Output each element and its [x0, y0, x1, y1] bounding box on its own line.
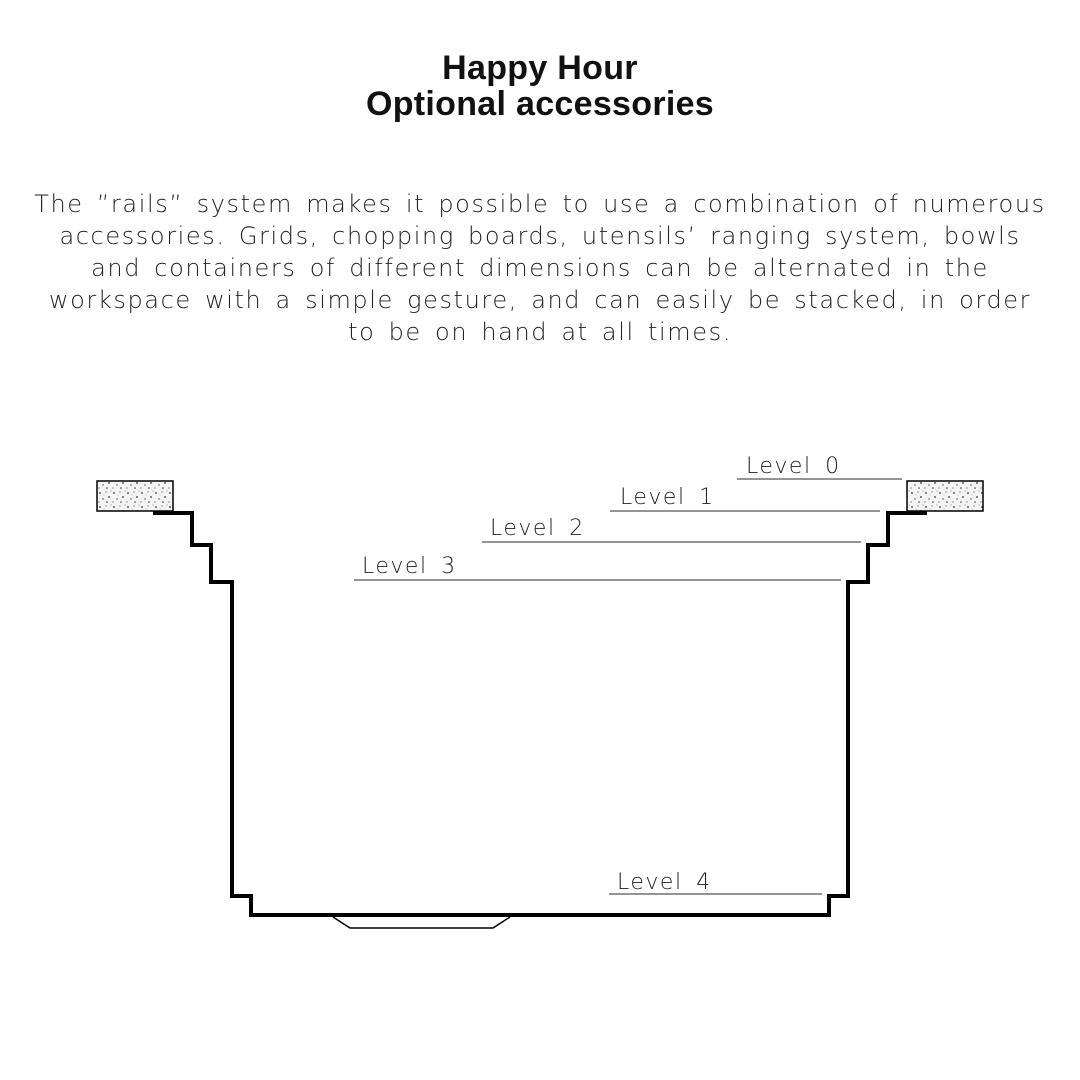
countertop-right [907, 481, 983, 511]
description-text: The ”rails” system makes it possible to use a combination of numerous accessories. Grids, chopping boards, utensils’ ranging system, bowls and containers of different dimensions can be alternated in the workspace with a simple gesture, and can easily be stacked, in order to be on hand at all times. [34, 190, 1046, 346]
sink-profile-outline [153, 513, 927, 915]
level-2-label: Level 2 [490, 516, 585, 541]
level-1-label: Level 1 [620, 485, 715, 510]
countertop-left [97, 481, 173, 511]
page-title-line-2: Optional accessories [365, 85, 715, 123]
page-title-line-1: Happy Hour [442, 49, 638, 87]
level-0-label: Level 0 [746, 454, 841, 479]
drain-foot [333, 917, 510, 928]
level-3-label: Level 3 [362, 554, 457, 579]
level-4-label: Level 4 [617, 870, 712, 895]
